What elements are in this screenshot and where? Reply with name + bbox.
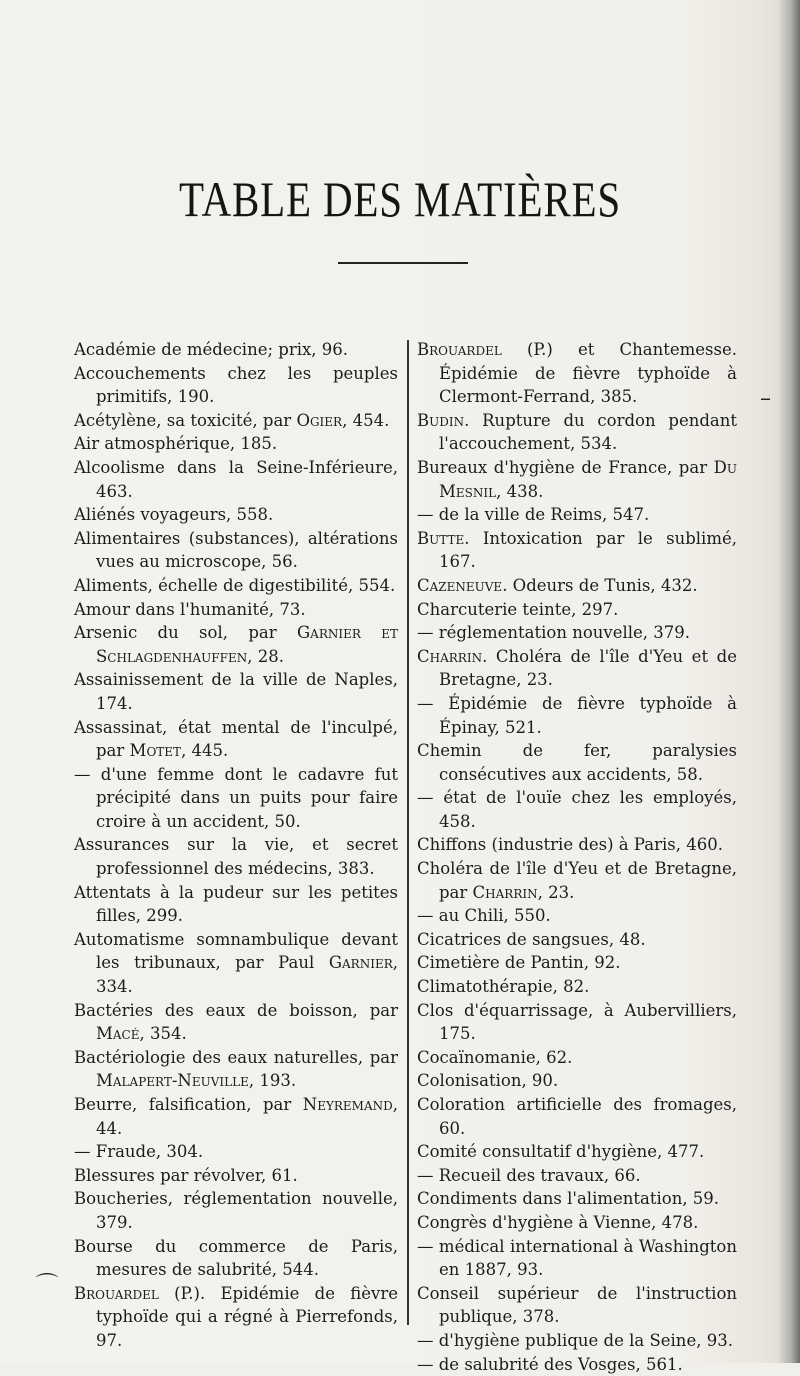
- index-entry-before: Académie de médecine; prix, 96.: [74, 340, 349, 359]
- index-entry-before: Automatisme somnambulique devant les tribunaux, par Paul: [74, 929, 398, 973]
- index-entry-before: Congrès d'hygiène à Vienne, 478.: [417, 1212, 699, 1232]
- index-entry: [417, 928, 737, 952]
- index-entry: [74, 338, 398, 362]
- index-entry-before: — d'une femme dont le cadavre fut précipité dans un puits pour faire croire à un accident, 50.: [74, 764, 398, 831]
- index-entry-before: Bureaux d'hygiène de France, par: [417, 457, 714, 477]
- index-entry-before: Assurances sur la vie, et secret professionnel des médecins, 383.: [74, 835, 398, 879]
- index-entry-before: Charcuterie teinte, 297.: [417, 599, 619, 619]
- index-entry: [417, 1211, 737, 1235]
- index-entry-before: Climatothérapie, 82.: [417, 977, 590, 997]
- index-entry-before: Attentats à la pudeur sur les petites filles, 299.: [74, 882, 398, 926]
- index-entry: [417, 739, 737, 786]
- index-entry-name: Budin: [417, 410, 465, 430]
- index-entry: [417, 574, 737, 598]
- index-entry-before: Cocaïnomanie, 62.: [417, 1047, 573, 1067]
- index-entry: [74, 362, 398, 409]
- index-entry: [417, 598, 737, 622]
- index-entry: [417, 527, 737, 574]
- index-entry-before: Bourse du commerce de Paris, mesures de salubrité, 544.: [74, 1236, 398, 1280]
- index-entry-before: — Épidémie de fièvre typhoïde à Épinay, 521.: [417, 693, 737, 737]
- index-entry-name: Garnier et Schlagdenhauffen: [96, 623, 398, 666]
- index-entry-before: Colonisation, 90.: [417, 1071, 559, 1091]
- index-entry: [417, 503, 737, 527]
- index-entry-after: , 354.: [139, 1024, 187, 1044]
- index-entry-before: Choléra de l'île d'Yeu et de Bretagne, par: [417, 859, 737, 902]
- index-entry-before: — Fraude, 304.: [74, 1142, 204, 1162]
- index-entry: [417, 975, 737, 999]
- index-column-left: [74, 338, 398, 1353]
- index-entry: [74, 1187, 398, 1234]
- index-entry-before: Alcoolisme dans la Seine-Inférieure, 463.: [74, 457, 398, 501]
- index-entry-after: , 438.: [496, 481, 544, 501]
- index-entry-after: . Choléra de l'île d'Yeu et de Bretagne, 23.: [439, 646, 737, 690]
- index-entry-before: Coloration artificielle des fromages, 60.: [417, 1095, 737, 1138]
- index-entry-name: Garnier: [328, 953, 393, 973]
- index-entry: [74, 598, 398, 622]
- index-entry: [74, 456, 398, 503]
- index-entry-before: Arsenic du sol, par: [74, 623, 297, 643]
- index-entry-before: Beurre, falsification, par: [74, 1095, 303, 1114]
- index-entry: [74, 574, 398, 598]
- index-entry: [74, 1093, 398, 1140]
- index-entry-name: Motet: [129, 741, 182, 761]
- index-entry-after: , 193.: [248, 1071, 297, 1091]
- index-entry-before: — de salubrité des Vosges, 561.: [417, 1354, 683, 1374]
- index-entry-before: Air atmosphérique, 185.: [74, 434, 278, 454]
- index-entry-before: Boucheries, réglementation nouvelle, 379.: [74, 1189, 398, 1232]
- index-entry: [417, 456, 737, 503]
- index-entry-before: Aliénés voyageurs, 558.: [74, 505, 274, 525]
- index-entry-name: Neyremand: [302, 1095, 393, 1114]
- index-entry: [417, 645, 737, 692]
- index-entry-before: — réglementation nouvelle, 379.: [417, 623, 691, 643]
- index-entry: [74, 1140, 398, 1164]
- index-entry: [417, 621, 737, 645]
- index-entry-name: Brouardel: [417, 340, 502, 359]
- index-entry-before: — état de l'ouïe chez les employés, 458.: [417, 788, 737, 831]
- index-entry: [74, 527, 398, 574]
- index-entry-before: Clos d'équarrissage, à Aubervilliers, 175.: [417, 1000, 737, 1044]
- index-entry: [74, 503, 398, 527]
- index-entry: [417, 1353, 737, 1376]
- index-entry: [74, 1164, 398, 1188]
- index-entry: [74, 1046, 398, 1093]
- index-entry-before: Accouchements chez les peuples primitifs, 190.: [74, 363, 398, 407]
- index-entry: [74, 432, 398, 456]
- index-entry-before: Comité consultatif d'hygiène, 477.: [417, 1142, 705, 1162]
- index-entry-name: Macé: [96, 1024, 140, 1044]
- title-rule: [338, 262, 468, 264]
- index-entry-after: . Rupture du cordon pendant l'accouchement, 534.: [439, 410, 737, 454]
- index-entry-after: (P.). Epidémie de fièvre typhoïde qui a régné à Pierrefonds, 97.: [96, 1283, 398, 1350]
- index-entry: [417, 692, 737, 739]
- index-entry: [417, 999, 737, 1046]
- index-entry-name: Du Mesnil: [439, 457, 737, 501]
- index-entry-after: , 28.: [247, 646, 284, 666]
- index-entry-before: Acétylène, sa toxicité, par: [74, 410, 297, 430]
- index-entry: [74, 881, 398, 928]
- index-entry: [417, 1093, 737, 1140]
- index-entry: [74, 668, 398, 715]
- index-entry-after: , 454.: [342, 410, 390, 430]
- index-entry: [74, 409, 398, 433]
- index-entry: [74, 1235, 398, 1282]
- index-entry: [74, 833, 398, 880]
- index-entry-before: — au Chili, 550.: [417, 906, 551, 926]
- index-entry: [417, 833, 737, 857]
- index-entry: [417, 1069, 737, 1093]
- index-entry-after: , 334.: [96, 953, 398, 997]
- index-entry-before: Chiffons (industrie des) à Paris, 460.: [417, 835, 723, 855]
- index-entry: [417, 951, 737, 975]
- index-entry-after: , 445.: [181, 741, 229, 761]
- index-entry-name: Malapert-Neuville: [96, 1071, 249, 1091]
- column-divider: [407, 340, 409, 1325]
- index-entry: [74, 621, 398, 668]
- index-entry-before: Cimetière de Pantin, 92.: [417, 953, 621, 973]
- index-entry-before: — de la ville de Reims, 547.: [417, 505, 650, 525]
- index-entry: [74, 716, 398, 763]
- index-entry: [417, 1329, 737, 1353]
- margin-dash-mark: –: [760, 386, 771, 411]
- index-entry-after: . Intoxication par le sublimé, 167.: [439, 528, 737, 572]
- index-entry-name: Ogier: [296, 410, 343, 430]
- index-entry-before: — d'hygiène publique de la Seine, 93.: [417, 1330, 733, 1350]
- index-entry-before: Bactéries des eaux de boisson, par: [74, 1000, 398, 1020]
- index-entry-before: Assassinat, état mental de l'inculpé, par: [74, 717, 398, 761]
- index-entry-before: Cicatrices de sangsues, 48.: [417, 929, 646, 949]
- index-entry-before: Conseil supérieur de l'instruction publique, 378.: [417, 1283, 737, 1327]
- index-entry: [417, 409, 737, 456]
- index-entry: [74, 928, 398, 999]
- index-entry: [417, 1187, 737, 1211]
- index-entry: [417, 1282, 737, 1329]
- index-entry: [417, 1235, 737, 1282]
- page-title: TABLE DES MATIÈRES: [179, 171, 621, 227]
- index-entry-after: , 44.: [96, 1095, 398, 1138]
- index-entry: [417, 904, 737, 928]
- index-entry: [74, 999, 398, 1046]
- index-entry-name: Charrin: [417, 646, 483, 666]
- index-entry-name: Charrin: [472, 882, 538, 902]
- index-entry-before: Amour dans l'humanité, 73.: [74, 599, 306, 619]
- index-entry-before: Condiments dans l'alimentation, 59.: [417, 1189, 720, 1209]
- index-entry: [74, 1282, 398, 1353]
- index-entry: [417, 786, 737, 833]
- index-entry-before: Assainissement de la ville de Naples, 174.: [74, 670, 398, 713]
- index-entry-after: , 23.: [537, 882, 575, 902]
- page-binding-shadow: [778, 0, 800, 1363]
- index-entry-before: — médical international à Washington en 1887, 93.: [417, 1236, 737, 1280]
- index-entry-name: Brouardel: [74, 1283, 159, 1303]
- index-column-right: [417, 338, 737, 1376]
- index-entry-after: (P.) et Chantemesse. Épidémie de fièvre typhoïde à Clermont-Ferrand, 385.: [439, 340, 737, 407]
- index-entry-after: . Odeurs de Tunis, 432.: [502, 575, 698, 595]
- index-entry-before: — Recueil des travaux, 66.: [417, 1165, 641, 1185]
- index-entry: [417, 1140, 737, 1164]
- index-entry-before: Alimentaires (substances), altérations vues au microscope, 56.: [74, 528, 398, 572]
- index-entry-before: Aliments, échelle de digestibilité, 554.: [74, 575, 396, 595]
- index-entry-before: Chemin de fer, paralysies consécutives aux accidents, 58.: [417, 741, 737, 784]
- index-entry: [74, 763, 398, 834]
- index-entry-before: Bactériologie des eaux naturelles, par: [74, 1047, 398, 1067]
- index-entry: [417, 338, 737, 409]
- margin-pencil-mark: ⌒: [36, 1273, 59, 1298]
- index-entry: [417, 857, 737, 904]
- index-entry: [417, 1164, 737, 1188]
- index-entry-name: Cazeneuve: [417, 575, 503, 595]
- index-entry-before: Blessures par révolver, 61.: [74, 1165, 298, 1185]
- index-entry-name: Butte: [417, 528, 465, 548]
- index-entry: [417, 1046, 737, 1070]
